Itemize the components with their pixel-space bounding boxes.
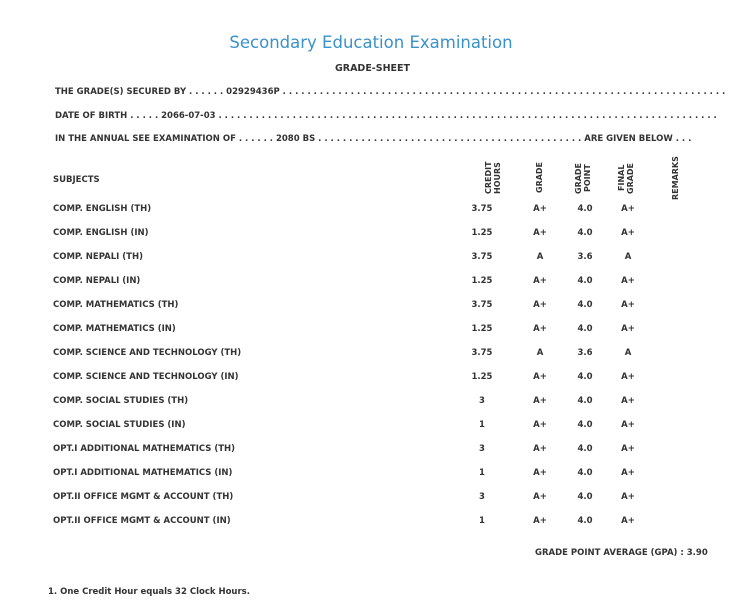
table-row xyxy=(0,204,756,218)
grade-point-cell: 3.6 xyxy=(577,348,593,358)
grade-point-cell: 4.0 xyxy=(577,372,593,382)
grade-cell: A+ xyxy=(533,228,547,238)
grade-cell: A+ xyxy=(533,468,547,478)
subject-cell: COMP. SCIENCE AND TECHNOLOGY (TH) xyxy=(53,348,242,358)
final-grade-cell: A+ xyxy=(621,468,635,478)
subject-cell: COMP. SOCIAL STUDIES (TH) xyxy=(53,396,189,406)
final-grade-cell: A xyxy=(624,252,632,262)
subject-cell: OPT.II OFFICE MGMT & ACCOUNT (IN) xyxy=(53,516,231,526)
credit-hours-cell: 1 xyxy=(479,420,485,430)
subject-cell: OPT.I ADDITIONAL MATHEMATICS (IN) xyxy=(53,468,233,478)
final-grade-cell: A+ xyxy=(621,324,635,334)
grade-cell: A xyxy=(536,348,544,358)
table-row xyxy=(0,420,756,434)
subject-cell: OPT.II OFFICE MGMT & ACCOUNT (TH) xyxy=(53,492,234,502)
credit-hours-cell: 1.25 xyxy=(471,276,493,286)
document-title: Secondary Education Examination xyxy=(229,33,513,52)
grade-cell: A+ xyxy=(533,324,547,334)
grade-cell: A xyxy=(536,252,544,262)
grade-point-cell: 4.0 xyxy=(577,444,593,454)
credit-hours-cell: 3 xyxy=(479,492,485,502)
final-grade-cell: A+ xyxy=(621,516,635,526)
table-row xyxy=(0,516,756,530)
credit-hours-cell: 3.75 xyxy=(471,348,493,358)
final-grade-cell: A+ xyxy=(621,396,635,406)
final-grade-cell: A+ xyxy=(621,300,635,310)
subject-cell: COMP. MATHEMATICS (IN) xyxy=(53,324,176,334)
grade-cell: A+ xyxy=(533,300,547,310)
table-row xyxy=(0,444,756,458)
grade-cell: A+ xyxy=(533,492,547,502)
grade-point-cell: 4.0 xyxy=(577,420,593,430)
footnote: 1. One Credit Hour equals 32 Clock Hours. xyxy=(48,587,250,597)
credit-hours-header: CREDIT HOURS xyxy=(484,161,502,195)
subject-cell: COMP. NEPALI (IN) xyxy=(53,276,141,286)
subject-cell: COMP. MATHEMATICS (TH) xyxy=(53,300,179,310)
grade-sheet-heading: GRADE-SHEET xyxy=(334,63,411,74)
table-row xyxy=(0,300,756,314)
grade-point-cell: 4.0 xyxy=(577,516,593,526)
grade-cell: A+ xyxy=(533,204,547,214)
table-row xyxy=(0,276,756,290)
grade-cell: A+ xyxy=(533,276,547,286)
grade-point-cell: 4.0 xyxy=(577,324,593,334)
grade-point-cell: 4.0 xyxy=(577,300,593,310)
table-row xyxy=(0,396,756,410)
credit-hours-cell: 1.25 xyxy=(471,324,493,334)
credit-hours-cell: 1.25 xyxy=(471,228,493,238)
table-row xyxy=(0,228,756,242)
table-row xyxy=(0,252,756,266)
final-grade-cell: A xyxy=(624,348,632,358)
date-of-birth-line: DATE OF BIRTH . . . . . 2066-07-03 . . . . . . . . . . . . . . . . . . . . . . . . . . . . . . . . . . . . . . . . . . . . . . . . . . . . . . . . . . . . . . . . . . . . . . . . . . . . . . . . . xyxy=(55,111,717,121)
gpa-summary: GRADE POINT AVERAGE (GPA) : 3.90 xyxy=(535,548,708,558)
grade-point-cell: 4.0 xyxy=(577,468,593,478)
credit-hours-cell: 1 xyxy=(479,468,485,478)
credit-hours-cell: 3 xyxy=(479,396,485,406)
final-grade-cell: A+ xyxy=(621,228,635,238)
grade-point-cell: 3.6 xyxy=(577,252,593,262)
table-row xyxy=(0,492,756,506)
grade-cell: A+ xyxy=(533,516,547,526)
remarks-header: REMARKS xyxy=(671,156,680,200)
final-grade-cell: A+ xyxy=(621,276,635,286)
credit-hours-cell: 1 xyxy=(479,516,485,526)
credit-hours-cell: 1.25 xyxy=(471,372,493,382)
subject-cell: COMP. ENGLISH (IN) xyxy=(53,228,149,238)
table-row xyxy=(0,372,756,386)
final-grade-cell: A+ xyxy=(621,204,635,214)
grade-point-cell: 4.0 xyxy=(577,204,593,214)
grade-point-cell: 4.0 xyxy=(577,396,593,406)
credit-hours-cell: 3.75 xyxy=(471,252,493,262)
final-grade-cell: A+ xyxy=(621,372,635,382)
subject-cell: COMP. NEPALI (TH) xyxy=(53,252,143,262)
credit-hours-cell: 3.75 xyxy=(471,300,493,310)
final-grade-cell: A+ xyxy=(621,492,635,502)
examination-line: IN THE ANNUAL SEE EXAMINATION OF . . . . . . 2080 BS . . . . . . . . . . . . . . . . . . . . . . . . . . . . . . . . . . . . . . . . . . . ARE GIVEN BELOW . . . xyxy=(55,134,692,144)
grade-header: GRADE xyxy=(535,161,544,193)
grade-point-cell: 4.0 xyxy=(577,492,593,502)
subject-cell: COMP. SCIENCE AND TECHNOLOGY (IN) xyxy=(53,372,239,382)
subjects-header: SUBJECTS xyxy=(53,175,100,185)
grade-point-header: GRADE POINT xyxy=(574,162,592,194)
grade-cell: A+ xyxy=(533,420,547,430)
credit-hours-cell: 3 xyxy=(479,444,485,454)
grade-cell: A+ xyxy=(533,372,547,382)
subject-cell: COMP. SOCIAL STUDIES (IN) xyxy=(53,420,186,430)
grade-point-cell: 4.0 xyxy=(577,276,593,286)
table-row xyxy=(0,348,756,362)
table-row xyxy=(0,324,756,338)
credit-hours-cell: 3.75 xyxy=(471,204,493,214)
final-grade-header: FINAL GRADE xyxy=(617,162,635,194)
table-row xyxy=(0,468,756,482)
final-grade-cell: A+ xyxy=(621,444,635,454)
final-grade-cell: A+ xyxy=(621,420,635,430)
secured-by-line: THE GRADE(S) SECURED BY . . . . . . 02929436P . . . . . . . . . . . . . . . . . . . . . . . . . . . . . . . . . . . . . . . . . . . . . . . . . . . . . . . . . . . . . . . . . . . . . . . . xyxy=(55,87,726,97)
grade-point-cell: 4.0 xyxy=(577,228,593,238)
subject-cell: COMP. ENGLISH (TH) xyxy=(53,204,152,214)
grade-cell: A+ xyxy=(533,396,547,406)
grade-cell: A+ xyxy=(533,444,547,454)
subject-cell: OPT.I ADDITIONAL MATHEMATICS (TH) xyxy=(53,444,236,454)
